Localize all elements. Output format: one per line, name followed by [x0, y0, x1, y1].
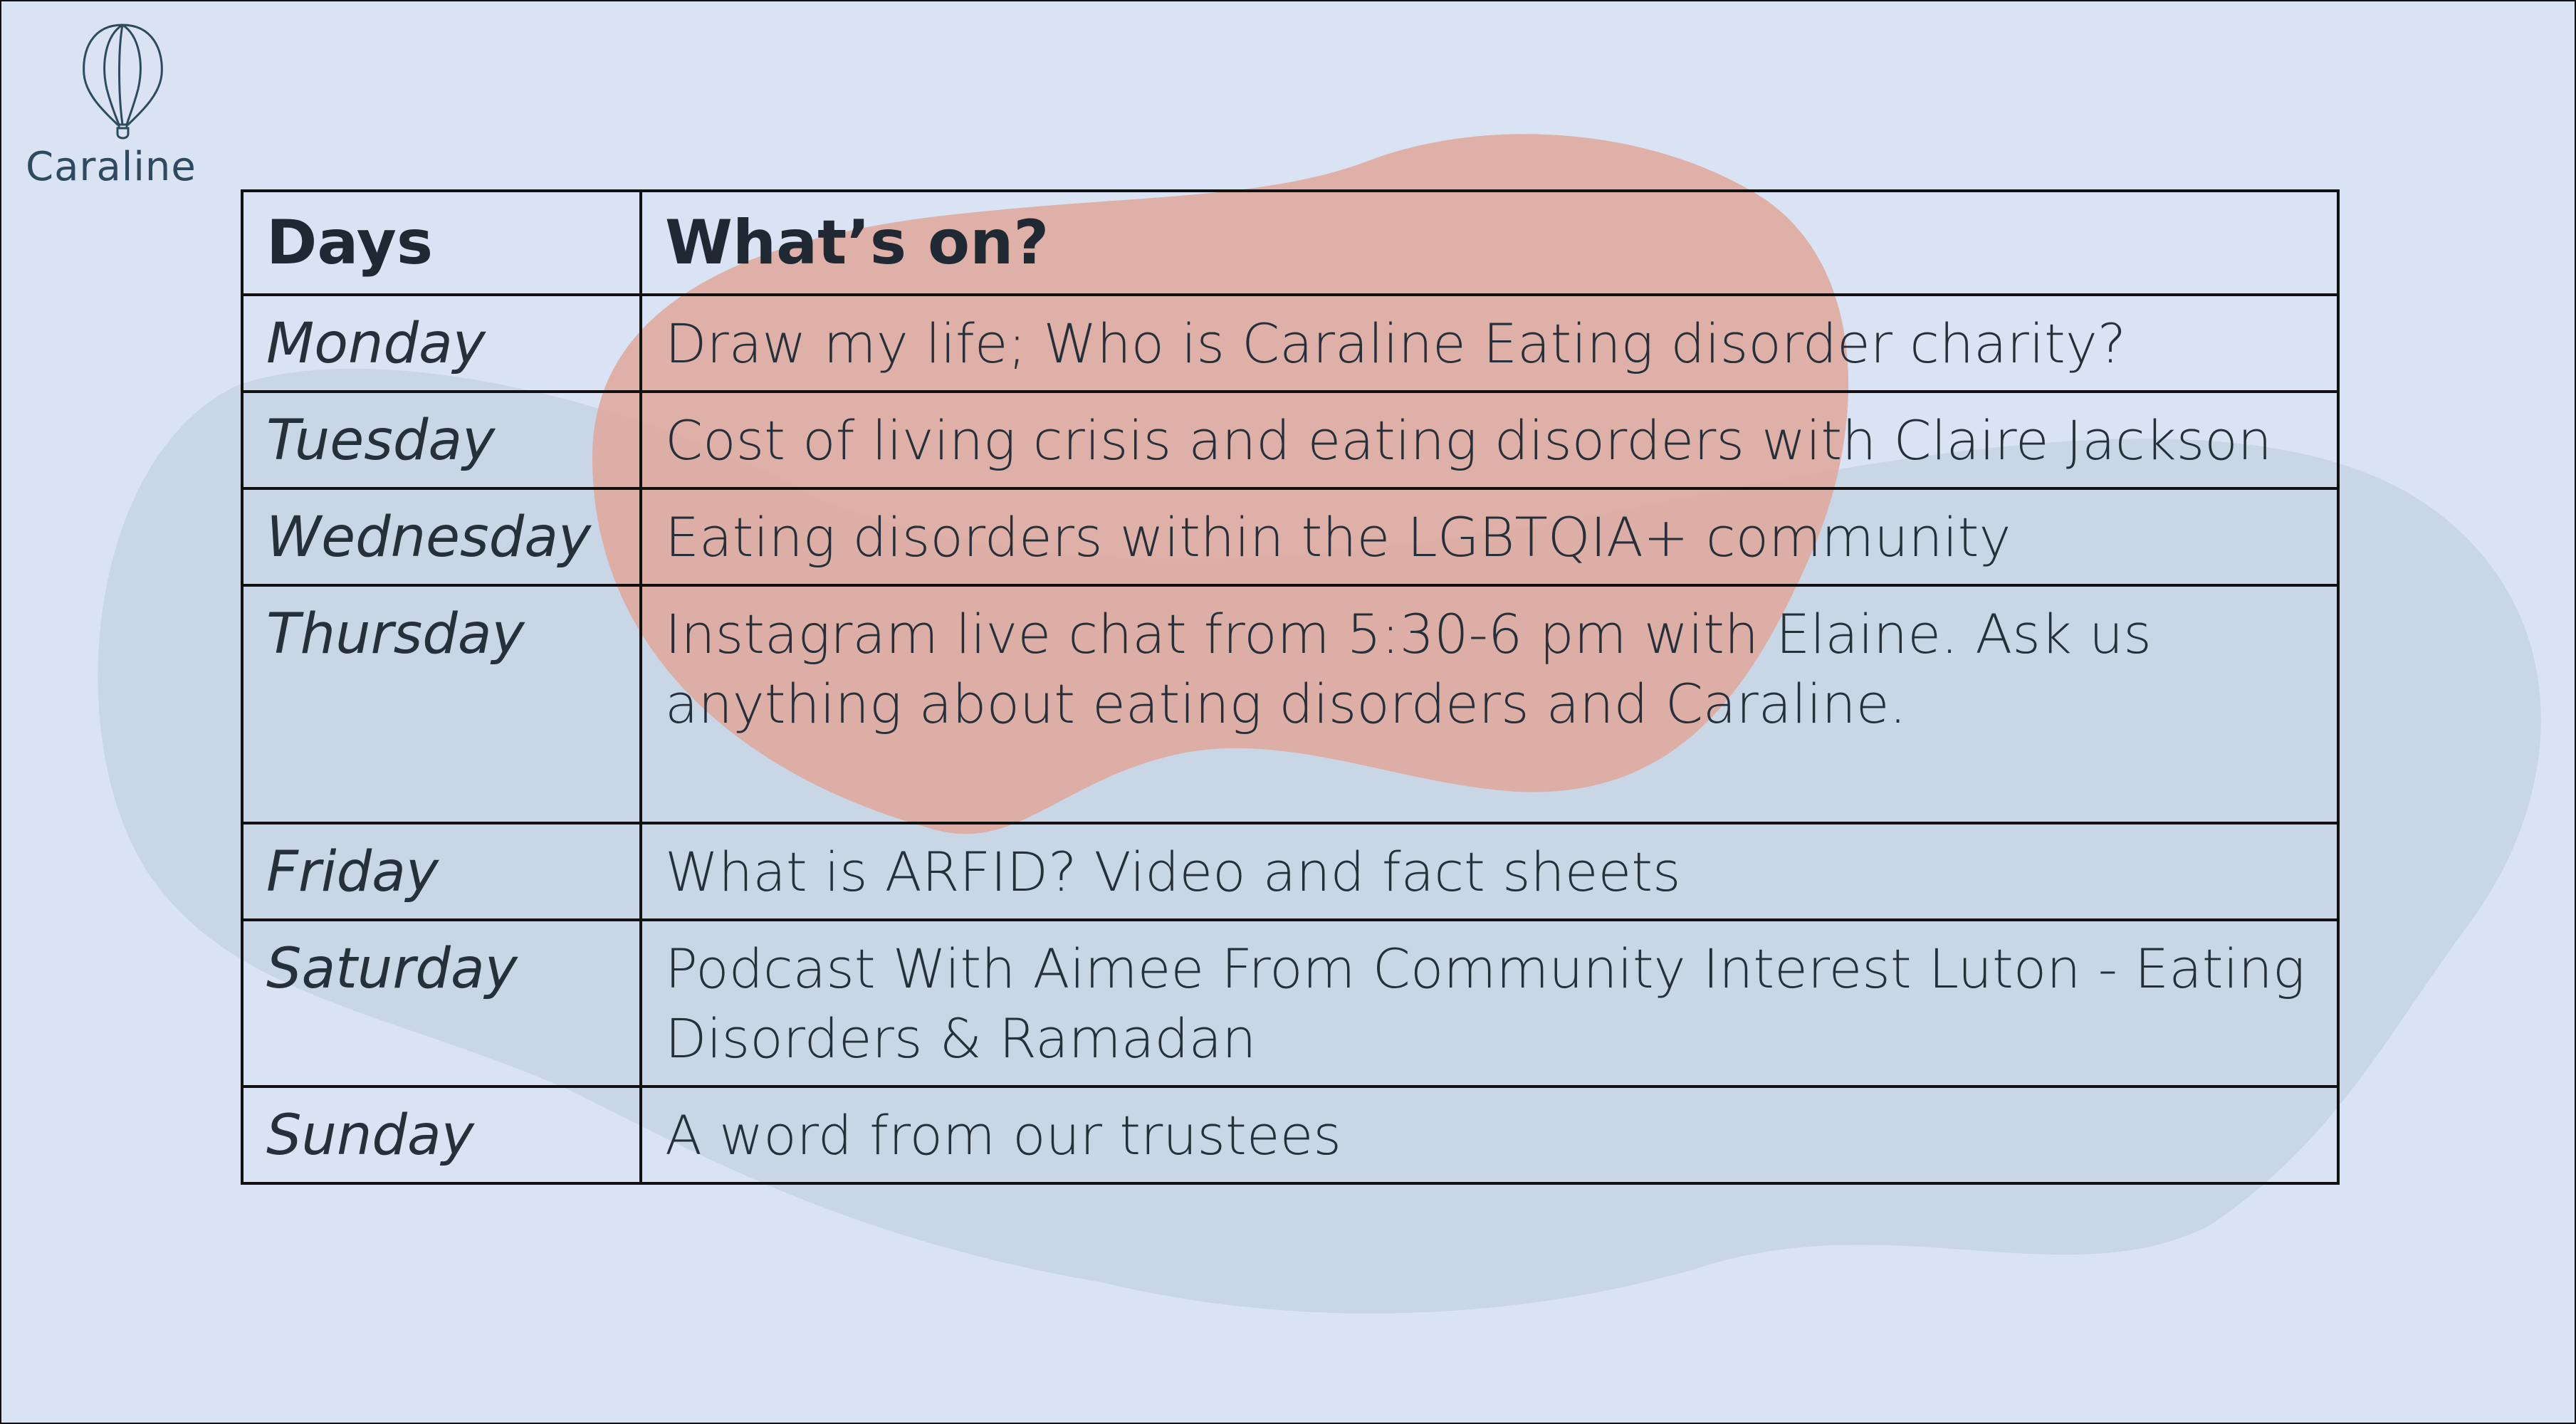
event-cell-sunday: A word from our trustees	[641, 1087, 2338, 1183]
day-cell-friday: Friday	[242, 823, 641, 920]
header-row	[242, 191, 2338, 295]
event-cell-tuesday: Cost of living crisis and eating disorders with Claire Jackson	[641, 392, 2338, 488]
day-cell-thursday: Thursday	[242, 585, 641, 823]
schedule-table	[241, 189, 2340, 1185]
table-row	[242, 920, 2338, 1087]
days-header: Days	[242, 191, 641, 295]
table-row	[242, 488, 2338, 585]
day-cell-saturday: Saturday	[242, 920, 641, 1087]
table-row	[242, 295, 2338, 392]
table-row	[242, 392, 2338, 488]
caraline-logo[interactable]	[23, 16, 222, 201]
logo-wordmark: Caraline	[26, 144, 197, 190]
event-cell-monday: Draw my life; Who is Caraline Eating disorder charity?	[641, 295, 2338, 392]
table-row	[242, 823, 2338, 920]
event-cell-wednesday: Eating disorders within the LGBTQIA+ community	[641, 488, 2338, 585]
event-cell-thursday: Instagram live chat from 5:30-6 pm with Elaine. Ask us anything about eating disorders and Caraline.	[641, 585, 2338, 823]
day-cell-sunday: Sunday	[242, 1087, 641, 1183]
event-cell-friday: What is ARFID? Video and fact sheets	[641, 823, 2338, 920]
day-cell-wednesday: Wednesday	[242, 488, 641, 585]
whats-on-header: What’s on?	[641, 191, 2338, 295]
table-row	[242, 585, 2338, 823]
day-cell-tuesday: Tuesday	[242, 392, 641, 488]
event-cell-saturday: Podcast With Aimee From Community Interest Luton - Eating Disorders & Ramadan	[641, 920, 2338, 1087]
table-row	[242, 1087, 2338, 1183]
day-cell-monday: Monday	[242, 295, 641, 392]
hot-air-balloon-icon	[78, 21, 167, 150]
